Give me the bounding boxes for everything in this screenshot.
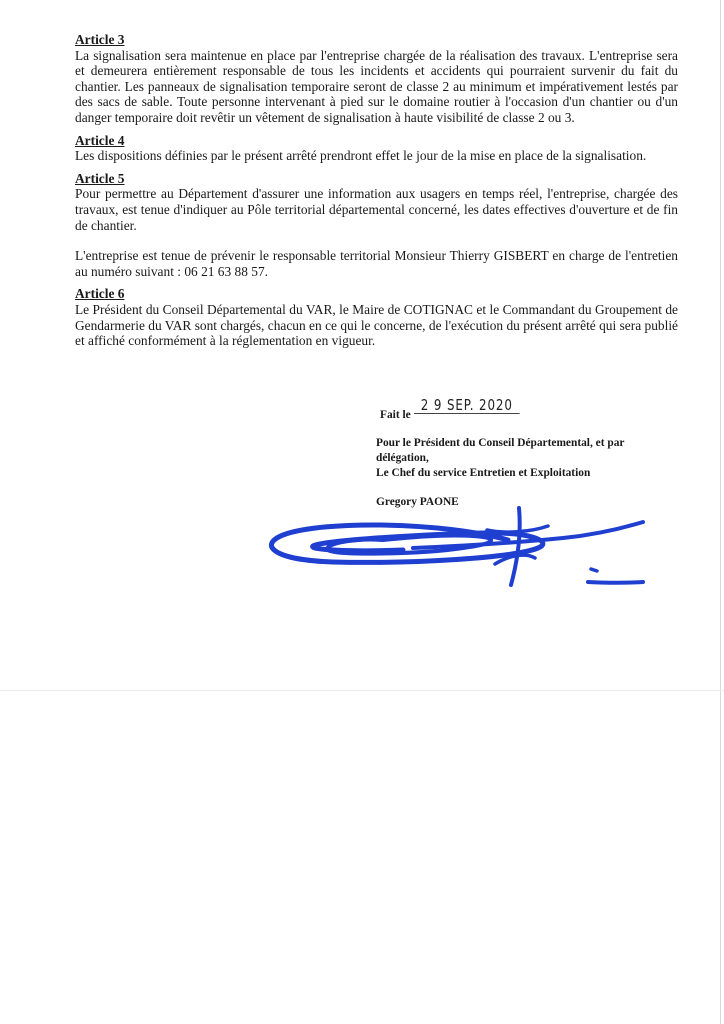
delegation-line: délégation, xyxy=(376,452,429,464)
delegation-line: Le Chef du service Entretien et Exploitation xyxy=(376,467,591,479)
delegation-text xyxy=(376,436,686,481)
article-title: Article 5 xyxy=(75,170,125,186)
article-paragraph: Les dispositions définies par le présent arrêté prendront effet le jour de la mise en place de la signalisation. xyxy=(75,148,647,164)
signer-name: Gregory PAONE xyxy=(376,496,459,508)
signature-block xyxy=(376,398,686,510)
article-paragraph: L'entreprise est tenue de prévenir le responsable territorial Monsieur Thierry GISBERT en charge de l'entretien au numéro suivant : 06 21 63 88 57. xyxy=(75,248,678,279)
article-title: Article 3 xyxy=(75,32,125,47)
article-paragraph: Pour permettre au Département d'assurer une information aux usagers en temps réel, l'entreprise, chargée des travaux, est tenue d'indiquer au Pôle territorial départemental concerné, les dates effectives d'ouverture et de fin de chantier. xyxy=(75,186,678,233)
article-paragraph: La signalisation sera maintenue en place par l'entreprise chargée de la réalisation des travaux. L'entreprise sera et demeurera entièrement responsable de tous les incidents et accidents qui pourraient survenir du fait du chantier. Les panneaux de signalisation temporaire seront de classe 2 au minimum et impérativement lestés par des sacs de sable. Toute personne intervenant à pied sur le domaine routier à l'occasion d'un chantier ou d'un danger temporaire doit revêtir un vêtement de signalisation à haute visibilité de classe 2 ou 3. xyxy=(75,47,678,125)
signature-tick xyxy=(591,569,597,571)
document-body xyxy=(75,32,678,356)
date-line xyxy=(376,398,686,422)
date-stamp: 2 9 SEP. 2020 xyxy=(414,398,520,414)
page-edge xyxy=(720,0,721,1024)
scan-fold-line xyxy=(0,690,724,691)
handwritten-signature xyxy=(263,500,653,610)
signature-stem xyxy=(511,508,520,585)
fait-le-label: Fait le xyxy=(380,409,411,421)
signature-cross xyxy=(487,526,548,532)
article-6 xyxy=(75,286,678,348)
signature-dash xyxy=(588,582,643,583)
article-3 xyxy=(75,32,678,126)
delegation-line: Pour le Président du Conseil Départemental, et par xyxy=(376,437,625,449)
article-paragraph: Le Président du Conseil Départemental du VAR, le Maire de COTIGNAC et le Commandant du Groupement de Gendarmerie du VAR sont chargés, chacun en ce qui le concerne, de l'exécution du présent arrêté qui sera publié et affiché conformément à la réglementation en vigueur. xyxy=(75,301,678,349)
article-4 xyxy=(75,133,678,164)
article-5 xyxy=(75,171,678,280)
paragraph-gap xyxy=(75,233,678,248)
article-title: Article 6 xyxy=(75,286,125,302)
article-title: Article 4 xyxy=(75,132,125,148)
